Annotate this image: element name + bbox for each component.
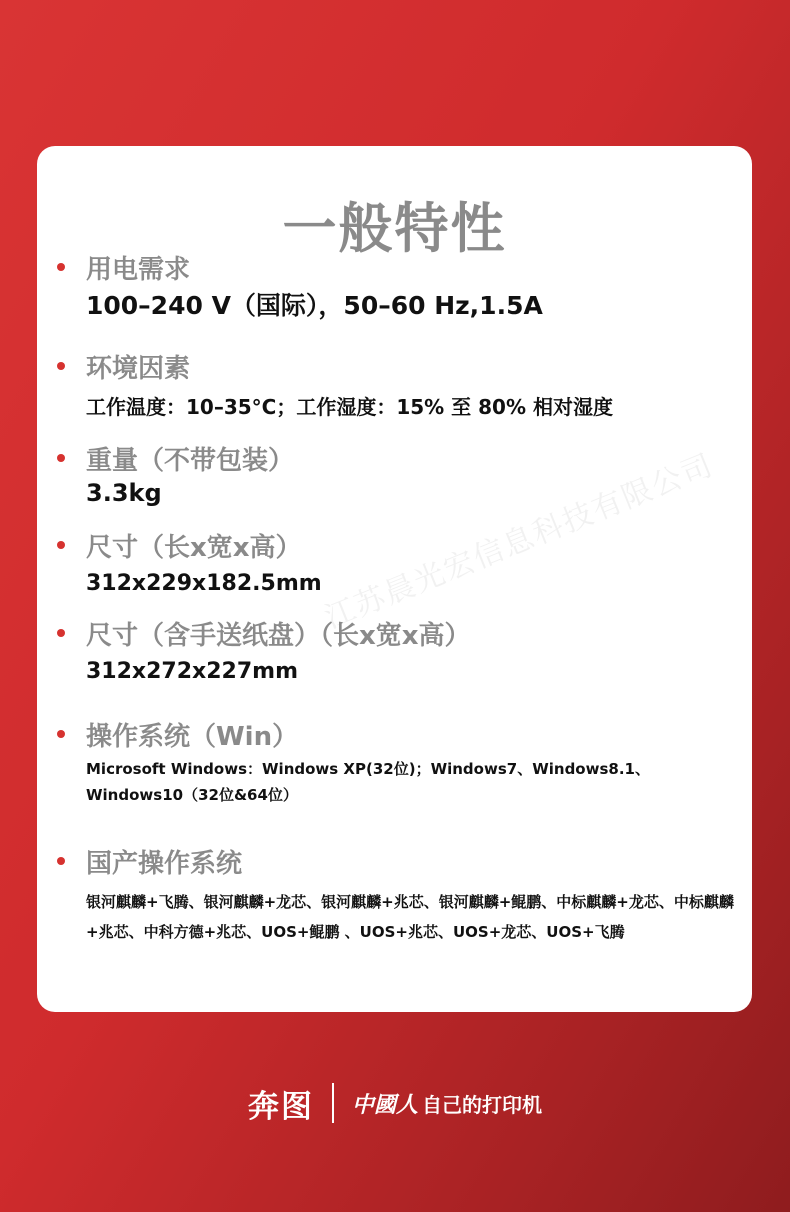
spec-label: 重量（不带包装）: [86, 446, 295, 476]
spec-value: 3.3kg: [86, 479, 162, 507]
bullet-icon: [57, 730, 65, 738]
bullet-icon: [57, 541, 65, 549]
spec-value: 银河麒麟+飞腾、银河麒麟+龙芯、银河麒麟+兆芯、银河麒麟+鲲鹏、中标麒麟+龙芯、中标麒麟+兆芯、中科方德+兆芯、UOS+鲲鹏 、UOS+兆芯、UOS+龙芯、UOS+飞腾: [86, 893, 734, 941]
spec-card: [37, 146, 752, 1012]
bullet-icon: [57, 857, 65, 865]
spec-label: 环境因素: [86, 354, 191, 384]
slogan: 自己的打印机: [422, 1092, 542, 1117]
page-title: 一般特性: [282, 197, 507, 260]
brand-logo: 奔图: [247, 1088, 314, 1125]
spec-value: 工作温度：10–35°C；工作湿度：15% 至 80% 相对湿度: [86, 395, 613, 419]
spec-label: 操作系统（Win）: [86, 722, 299, 752]
slogan-script: 中國人: [351, 1091, 418, 1118]
spec-value: 312x272x227mm: [86, 659, 298, 684]
watermark: 江苏晨光宏信息科技有限公司: [319, 447, 719, 636]
bullet-icon: [57, 454, 65, 462]
spec-label: 尺寸（长x宽x高）: [86, 533, 302, 563]
spec-value: 100–240 V（国际），50–60 Hz,1.5A: [86, 291, 543, 320]
footer-brand: [0, 1080, 790, 1126]
bullet-icon: [57, 362, 65, 370]
spec-value: Microsoft Windows：Windows XP(32位)；Windows7、Windows8.1、Windows10（32位&64位）: [86, 760, 650, 804]
spec-label: 国产操作系统: [86, 849, 243, 879]
divider: [332, 1083, 334, 1123]
spec-value: 312x229x182.5mm: [86, 571, 322, 596]
spec-label: 用电需求: [86, 255, 191, 285]
spec-label: 尺寸（含手送纸盘）（长x宽x高）: [86, 621, 471, 651]
bullet-icon: [57, 629, 65, 637]
bullet-icon: [57, 263, 65, 271]
